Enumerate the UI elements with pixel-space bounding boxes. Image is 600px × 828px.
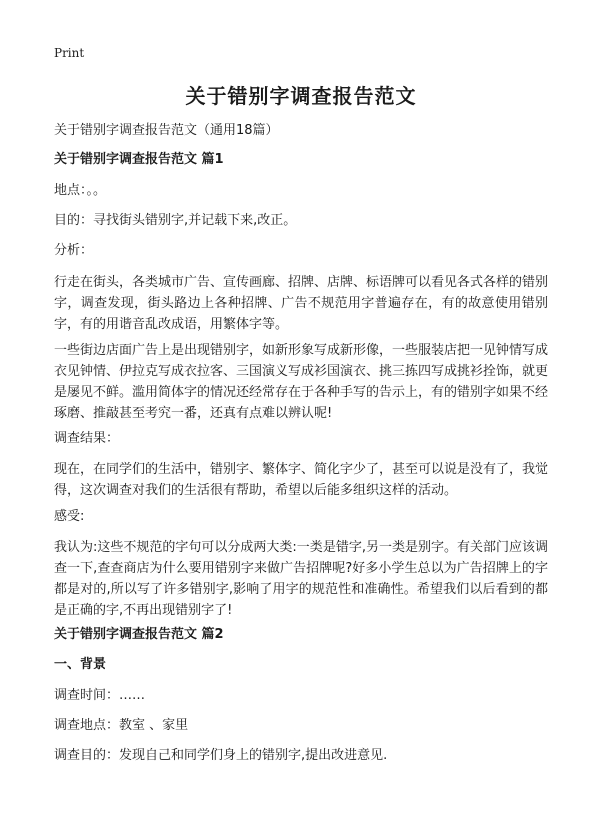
survey-time-line: 调查时间：…… <box>54 688 146 703</box>
feeling-label: 感受: <box>54 509 85 524</box>
article-2-heading: 关于错别字调查报告范文 篇2 <box>54 627 224 642</box>
result-label: 调查结果： <box>54 431 120 446</box>
purpose-line: 目的：寻找街头错别字,并记载下来,改正。 <box>54 213 297 228</box>
document-title: 关于错别字调查报告范文 <box>185 84 417 108</box>
result-paragraph: 现在，在同学们的生活中，错别字、繁体字、简化字少了，甚至可以说是没有了，我觉得，这次调查对我们的生活很有帮助，希望以后能多组织这样的活动。 <box>54 462 549 498</box>
section-background-heading: 一、背景 <box>54 657 107 672</box>
analysis-paragraph-2: 一些街边店面广告上是出现错别字，如新形象写成新形像，一些服装店把一见钟情写成衣见钟情、伊拉克写成衣拉客、三国演义写成衫国演衣、挑三拣四写成挑衫拴饰，就更是屡见不鲜。滥用简体字的情况还经常存在于各种手写的告示上，有的错别字如果不经琢磨、推敲甚至考究一番，还真有点难以辨认呢! <box>54 343 549 421</box>
location-line: 地点：。。 <box>54 183 107 198</box>
analysis-paragraph-1: 行走在街头，各类城市广告、宣传画廊、招牌、店牌、标语牌可以看见各式各样的错别字，调查发现，街头路边上各种招牌、广告不规范用字普遍存在，有的故意使用错别字，有的用谐音乱改成语，用繁体字等。 <box>54 275 549 332</box>
analysis-label: 分析： <box>54 243 94 258</box>
print-link[interactable]: Print <box>54 46 85 60</box>
survey-purpose-line: 调查目的：发现自己和同学们身上的错别字,提出改进意见. <box>54 748 388 763</box>
intro-line: 关于错别字调查报告范文（通用18篇） <box>54 123 279 138</box>
survey-place-line: 调查地点：教室 、家里 <box>54 718 189 733</box>
article-1-heading: 关于错别字调查报告范文 篇1 <box>54 152 224 167</box>
feeling-paragraph: 我认为:这些不规范的字句可以分成两大类:一类是错字,另一类是别字。有关部门应该调查一下,查查商店为什么要用错别字来做广告招牌呢?好多小学生总以为广告招牌上的字都是对的,所以写了许多错别字,影响了用字的规范性和准确性。希望我们以后看到的都是正确的字,不再出现错别字了! <box>54 540 548 618</box>
